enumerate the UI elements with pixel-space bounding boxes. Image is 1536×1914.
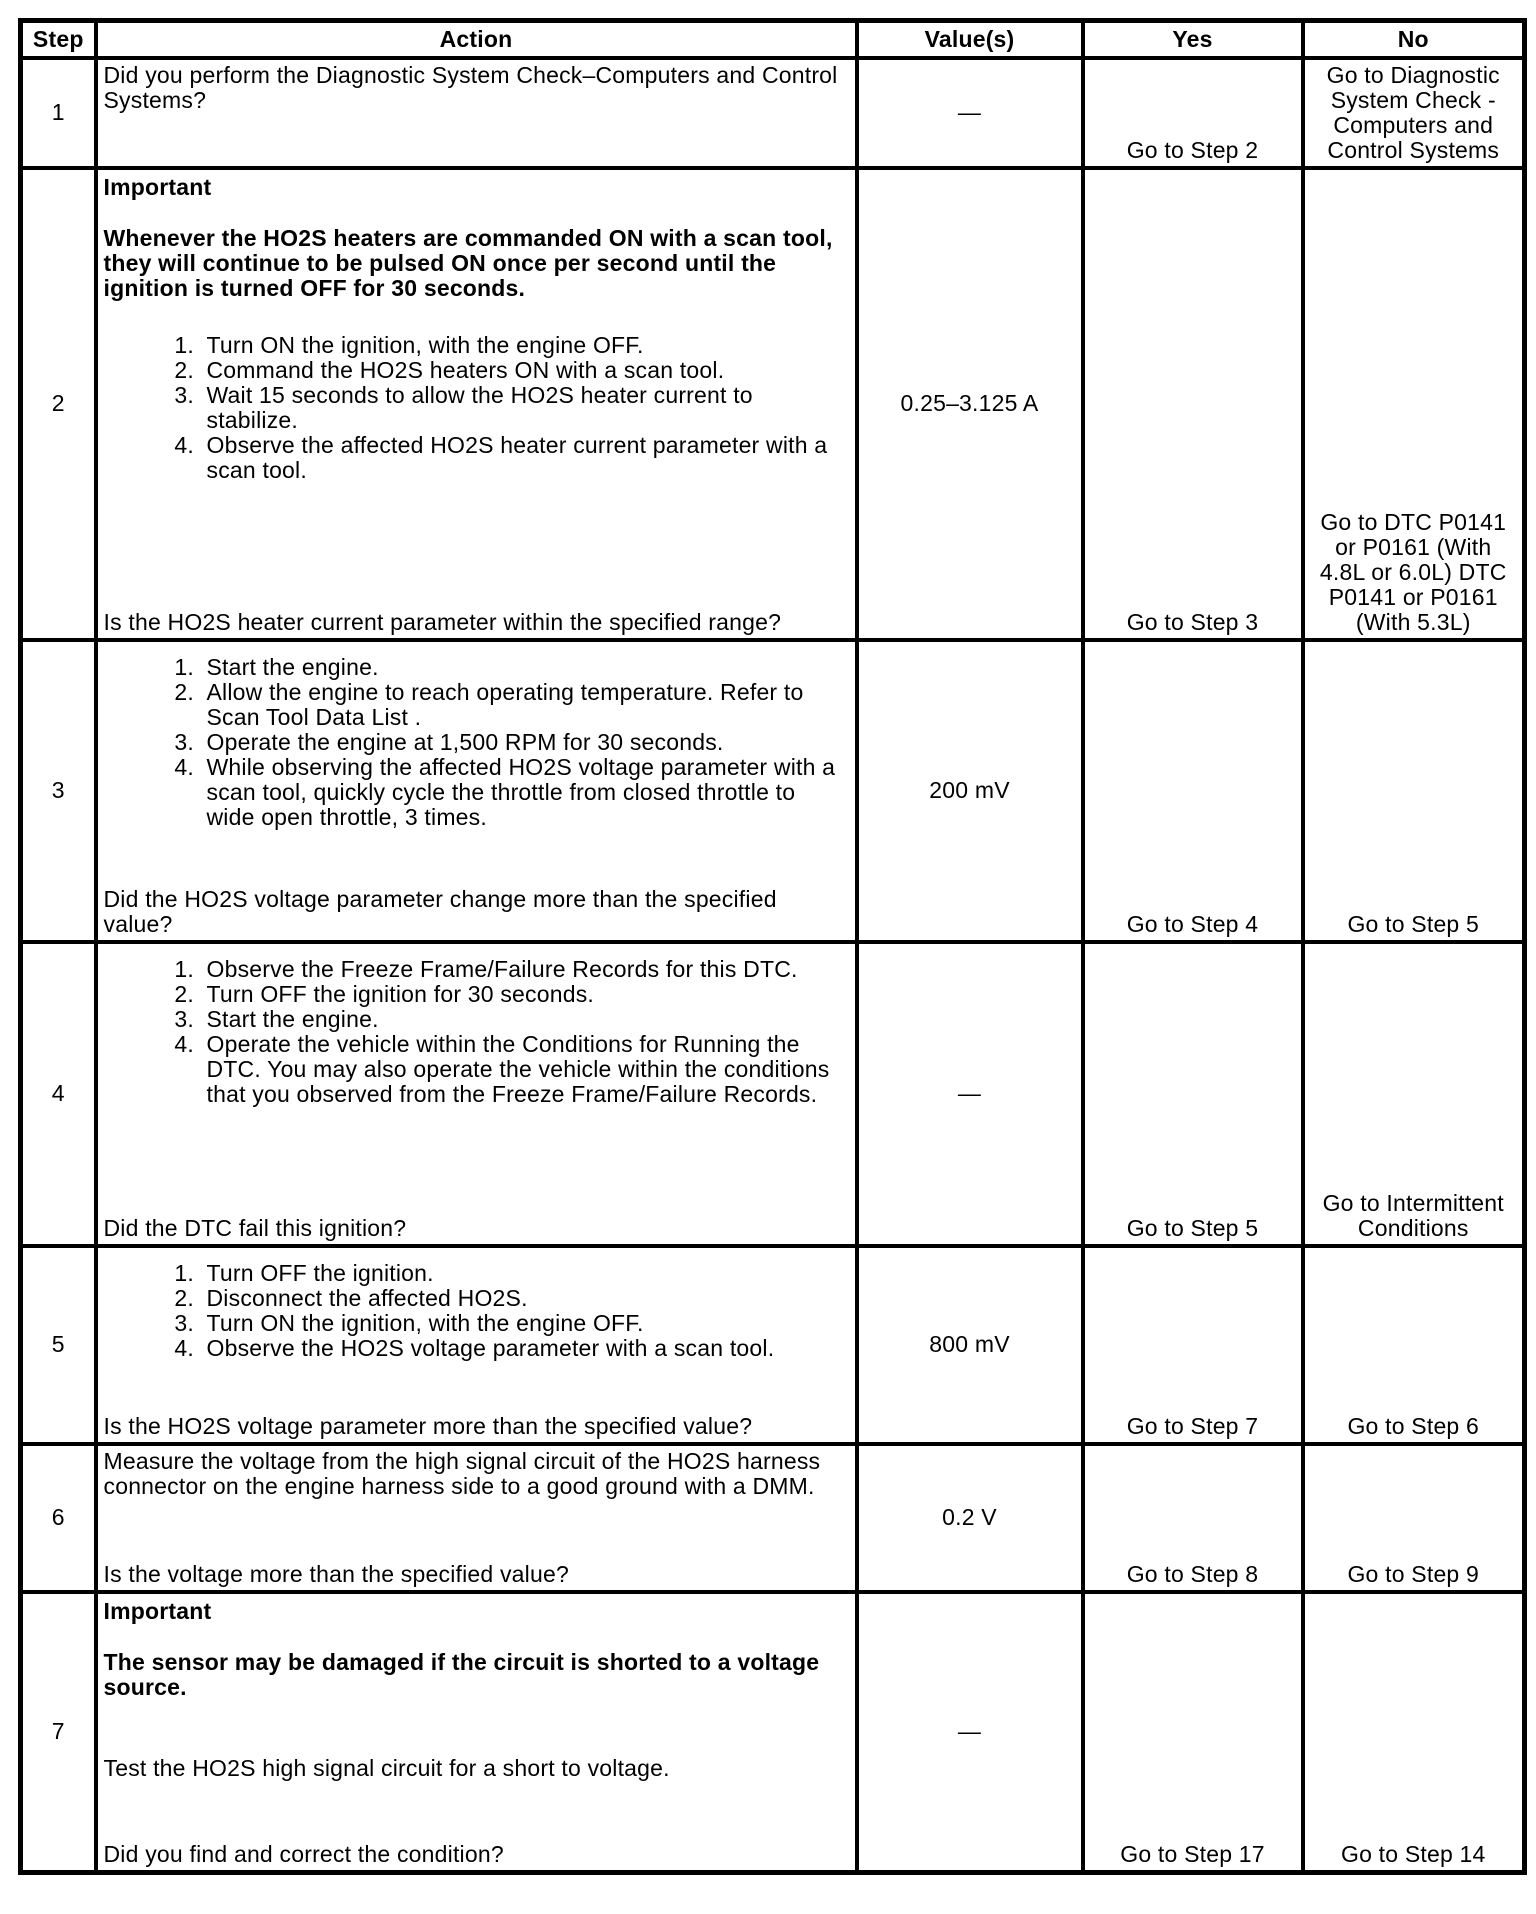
action-steps-list xyxy=(104,1261,849,1361)
action-cell xyxy=(96,1444,857,1592)
value-cell: 0.2 V xyxy=(857,1444,1083,1592)
action-step-item: 2. Allow the engine to reach operating temperature. Refer to Scan Tool Data List . xyxy=(201,680,849,730)
action-question: Is the HO2S heater current parameter within the specified range? xyxy=(103,608,782,635)
yes-cell: Go to Step 8 xyxy=(1083,1444,1303,1592)
yes-cell: Go to Step 3 xyxy=(1083,168,1303,640)
action-question: Did the HO2S voltage parameter change more than the specified value? xyxy=(103,885,777,937)
action-step-item: 3. Turn ON the ignition, with the engine OFF. xyxy=(201,1311,849,1336)
action-text: The sensor may be damaged if the circuit is shorted to a voltage source. xyxy=(103,1648,820,1700)
yes-cell: Go to Step 4 xyxy=(1083,640,1303,942)
diagnostic-table-body xyxy=(21,58,1525,1873)
no-cell: Go to Diagnostic System Check - Computers and Control Systems xyxy=(1303,58,1525,168)
action-question: Did you find and correct the condition? xyxy=(103,1840,504,1867)
action-step-item: 3. Start the engine. xyxy=(201,1007,849,1032)
table-row xyxy=(21,1444,1525,1592)
action-text: Whenever the HO2S heaters are commanded ON with a scan tool, they will continue to be pulsed ON once per second until the ignition is turned OFF for 30 seconds. xyxy=(103,224,833,301)
action-cell xyxy=(96,640,857,942)
value-cell: — xyxy=(857,58,1083,168)
action-content xyxy=(104,173,849,635)
step-cell: 3 xyxy=(21,640,96,942)
step-cell: 6 xyxy=(21,1444,96,1592)
value-cell: 800 mV xyxy=(857,1246,1083,1444)
table-row xyxy=(21,640,1525,942)
action-step-item: 2. Command the HO2S heaters ON with a scan tool. xyxy=(201,358,849,383)
action-question: Is the HO2S voltage parameter more than the specified value? xyxy=(103,1412,753,1439)
action-question: Is the voltage more than the specified value? xyxy=(103,1560,569,1587)
no-cell: Go to Step 5 xyxy=(1303,640,1525,942)
important-label: Important xyxy=(103,1597,212,1624)
step-cell: 4 xyxy=(21,942,96,1246)
action-step-item: 3. Operate the engine at 1,500 RPM for 30 seconds. xyxy=(201,730,849,755)
action-step-item: 4. While observing the affected HO2S voltage parameter with a scan tool, quickly cycle the throttle from closed throttle to wide open throttle, 3 times. xyxy=(201,755,849,830)
action-cell xyxy=(96,942,857,1246)
action-content xyxy=(104,1449,849,1587)
value-cell: — xyxy=(857,942,1083,1246)
action-question: Did the DTC fail this ignition? xyxy=(103,1214,407,1241)
step-cell: 1 xyxy=(21,58,96,168)
table-row xyxy=(21,58,1525,168)
action-steps-list xyxy=(104,655,849,830)
action-content xyxy=(104,1251,849,1439)
action-text: Test the HO2S high signal circuit for a short to voltage. xyxy=(103,1754,670,1781)
action-step-item: 4. Observe the affected HO2S heater current parameter with a scan tool. xyxy=(201,433,849,483)
action-step-item: 1. Turn OFF the ignition. xyxy=(201,1261,849,1286)
table-row xyxy=(21,1246,1525,1444)
no-cell: Go to Step 14 xyxy=(1303,1592,1525,1873)
action-text: Did you perform the Diagnostic System Check–Computers and Control Systems? xyxy=(103,61,838,113)
column-header-yes: Yes xyxy=(1083,21,1303,58)
action-steps-list xyxy=(104,333,849,483)
important-label: Important xyxy=(103,173,212,200)
action-text: Measure the voltage from the high signal circuit of the HO2S harness connector on the engine harness side to a good ground with a DMM. xyxy=(103,1447,821,1499)
column-header-values: Value(s) xyxy=(857,21,1083,58)
action-content xyxy=(104,1597,849,1867)
value-cell: 200 mV xyxy=(857,640,1083,942)
table-row xyxy=(21,942,1525,1246)
value-cell: 0.25–3.125 A xyxy=(857,168,1083,640)
table-row xyxy=(21,1592,1525,1873)
action-step-item: 4. Observe the HO2S voltage parameter with a scan tool. xyxy=(201,1336,849,1361)
yes-cell: Go to Step 2 xyxy=(1083,58,1303,168)
yes-cell: Go to Step 5 xyxy=(1083,942,1303,1246)
yes-cell: Go to Step 7 xyxy=(1083,1246,1303,1444)
action-step-item: 1. Observe the Freeze Frame/Failure Records for this DTC. xyxy=(201,957,849,982)
diagnostic-table xyxy=(18,18,1527,1875)
action-step-item: 4. Operate the vehicle within the Conditions for Running the DTC. You may also operate the vehicle within the conditions that you observed from the Freeze Frame/Failure Records. xyxy=(201,1032,849,1107)
action-step-item: 3. Wait 15 seconds to allow the HO2S heater current to stabilize. xyxy=(201,383,849,433)
no-cell: Go to DTC P0141 or P0161 (With 4.8L or 6.0L) DTC P0141 or P0161 (With 5.3L) xyxy=(1303,168,1525,640)
yes-cell: Go to Step 17 xyxy=(1083,1592,1303,1873)
action-steps-list xyxy=(104,957,849,1107)
action-cell xyxy=(96,1246,857,1444)
column-header-no: No xyxy=(1303,21,1525,58)
step-cell: 7 xyxy=(21,1592,96,1873)
step-cell: 5 xyxy=(21,1246,96,1444)
action-step-item: 1. Turn ON the ignition, with the engine OFF. xyxy=(201,333,849,358)
action-cell xyxy=(96,58,857,168)
action-cell xyxy=(96,1592,857,1873)
action-content xyxy=(104,947,849,1241)
header-row xyxy=(21,21,1525,58)
action-cell xyxy=(96,168,857,640)
step-cell: 2 xyxy=(21,168,96,640)
table-row xyxy=(21,168,1525,640)
no-cell: Go to Step 9 xyxy=(1303,1444,1525,1592)
column-header-action: Action xyxy=(96,21,857,58)
action-step-item: 2. Turn OFF the ignition for 30 seconds. xyxy=(201,982,849,1007)
column-header-step: Step xyxy=(21,21,96,58)
action-step-item: 1. Start the engine. xyxy=(201,655,849,680)
action-step-item: 2. Disconnect the affected HO2S. xyxy=(201,1286,849,1311)
action-content xyxy=(104,63,849,153)
no-cell: Go to Intermittent Conditions xyxy=(1303,942,1525,1246)
no-cell: Go to Step 6 xyxy=(1303,1246,1525,1444)
action-content xyxy=(104,645,849,937)
diagnostic-table-header xyxy=(21,21,1525,58)
value-cell: — xyxy=(857,1592,1083,1873)
